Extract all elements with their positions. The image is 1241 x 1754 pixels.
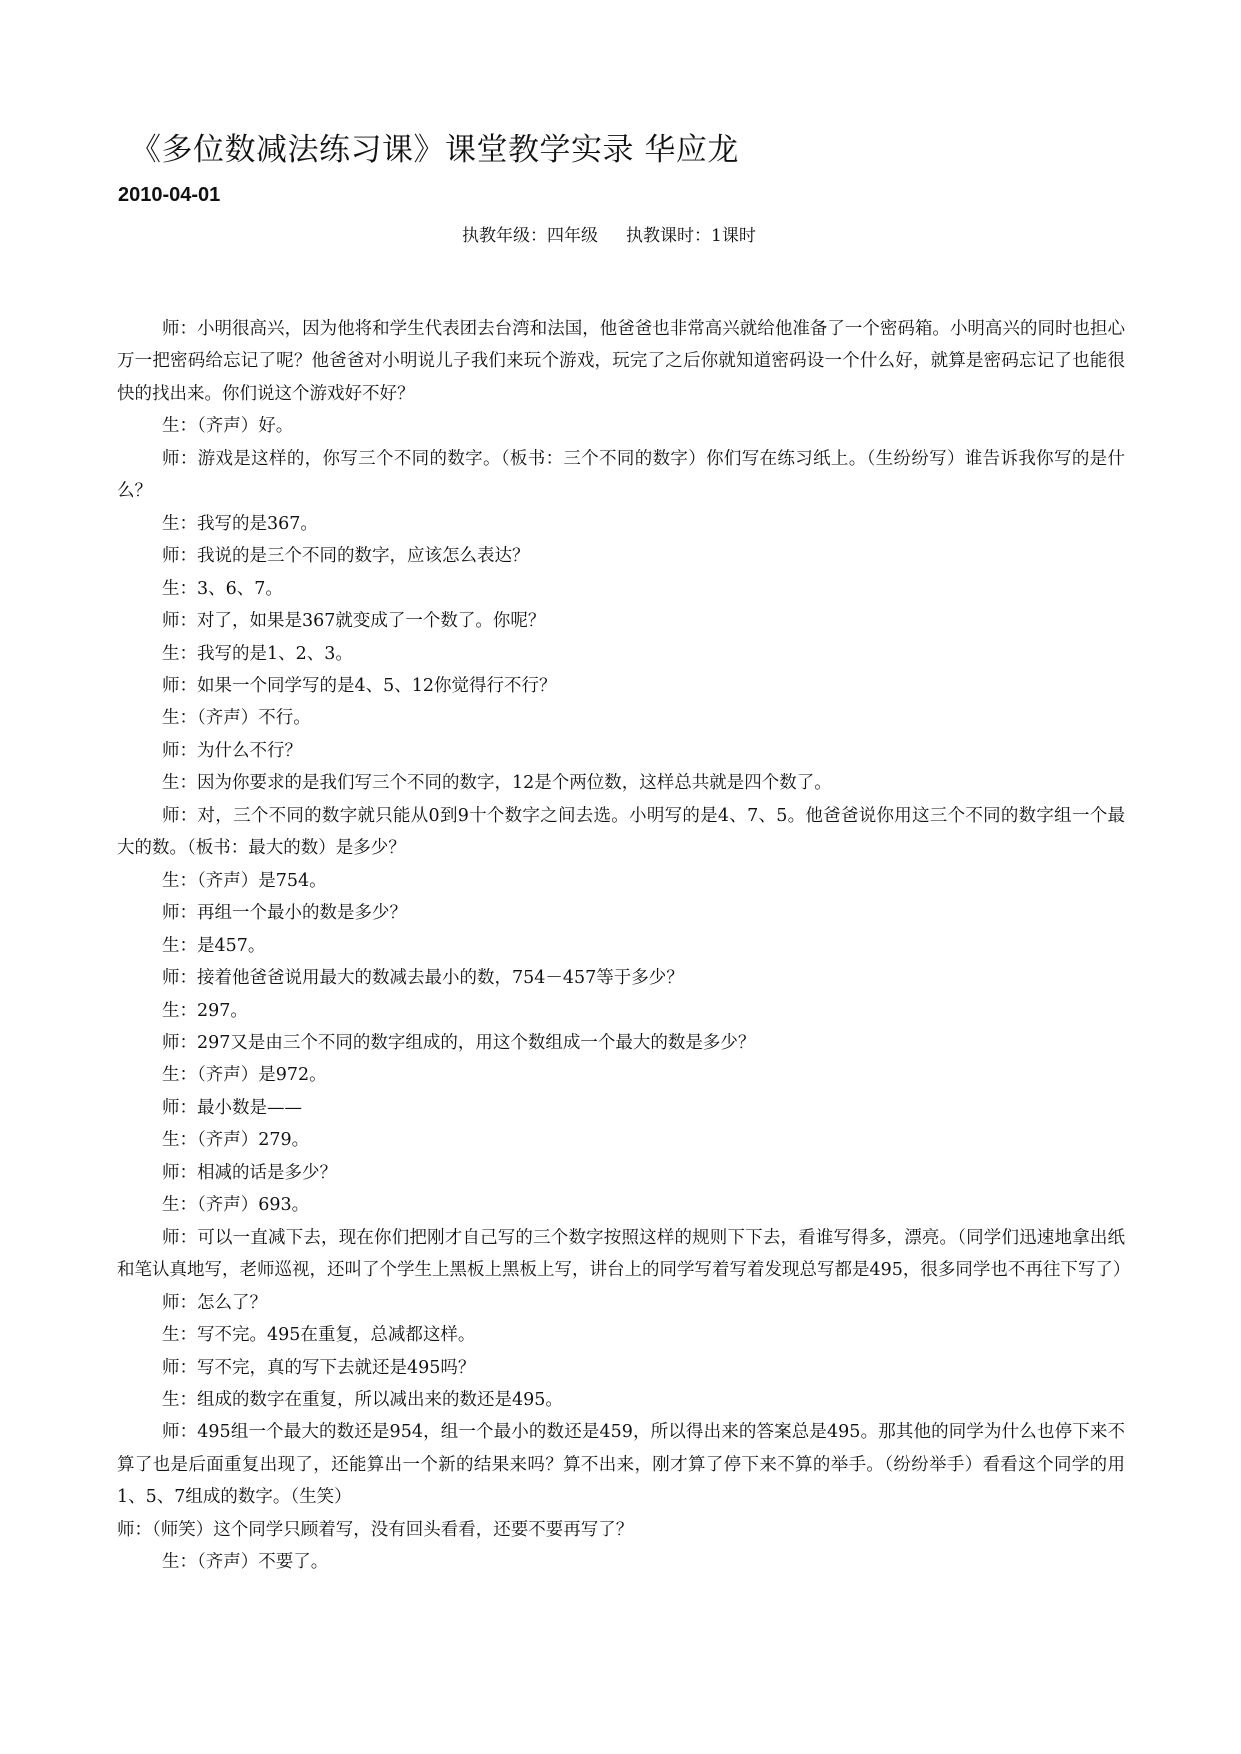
paragraph: 师：297又是由三个不同的数字组成的，用这个数组成一个最大的数是多少？	[162, 1032, 756, 1053]
paragraph: 师：游戏是这样的，你写三个不同的数字。（板书：三个不同的数字）你们写在练习纸上。（生纷纷写）谁告诉我你写的是什么？	[117, 448, 1125, 502]
paragraph: 师：（师笑）这个同学只顾着写，没有回头看看，还要不要再写了？	[117, 1519, 634, 1540]
paragraph: 生：（齐声）不要了。	[162, 1552, 329, 1573]
paragraph: 师：小明很高兴，因为他将和学生代表团去台湾和法国，他爸爸也非常高兴就给他准备了一个密码箱。小明高兴的同时也担心万一把密码给忘记了呢？他爸爸对小明说儿子我们来玩个游戏，玩完了之后你就知道密码设一个什么好，就算是密码忘记了也能很快的找出来。你们说这个游戏好不好？	[117, 319, 1125, 404]
teaching-grade: 执教年级：四年级	[462, 226, 598, 246]
paragraph: 生：是457。	[162, 935, 266, 956]
paragraph: 生：（齐声）693。	[162, 1195, 310, 1216]
paragraph: 师：怎么了？	[162, 1292, 267, 1313]
paragraph: 生：因为你要求的是我们写三个不同的数字，12是个两位数，这样总共就是四个数了。	[162, 773, 832, 794]
teaching-hours: 执教课时：1课时	[626, 226, 756, 246]
paragraph: 生：（齐声）是754。	[162, 870, 327, 891]
paragraph: 生：297。	[162, 1000, 248, 1021]
paragraph: 生：3、6、7。	[162, 578, 283, 599]
paragraph: 师：对，三个不同的数字就只能从0到9十个数字之间去选。小明写的是4、7、5。他爸爸说你用这三个不同的数字组一个最大的数。（板书：最大的数）是多少？	[117, 805, 1125, 859]
paragraph: 生：我写的是367。	[162, 513, 318, 534]
paragraph: 生：（齐声）好。	[162, 416, 294, 437]
paragraph: 师：相减的话是多少？	[162, 1162, 337, 1183]
paragraph: 师：对了，如果是367就变成了一个数了。你呢？	[162, 611, 546, 632]
paragraph: 生：（齐声）279。	[162, 1130, 310, 1151]
paragraph: 师：再组一个最小的数是多少？	[162, 903, 407, 924]
paragraph: 生：（齐声）不行。	[162, 708, 311, 729]
paragraph: 师：写不完，真的写下去就还是495吗？	[162, 1357, 476, 1378]
paragraph: 师：我说的是三个不同的数字，应该怎么表达？	[162, 546, 530, 567]
paragraph: 生：组成的数字在重复，所以减出来的数还是495。	[162, 1389, 563, 1410]
paragraph: 生：写不完。495在重复，总减都这样。	[162, 1325, 476, 1346]
document-title: 《多位数减法练习课》课堂教学实录 华应龙	[130, 132, 739, 168]
paragraph: 师：最小数是——	[162, 1097, 302, 1118]
paragraph: 生：我写的是1、2、3。	[162, 643, 353, 664]
transcript-body	[117, 313, 1131, 1579]
paragraph: 生：（齐声）是972。	[162, 1065, 327, 1086]
paragraph: 师：如果一个同学写的是4、5、12你觉得行不行？	[162, 675, 557, 696]
paragraph: 师：495组一个最大的数还是954，组一个最小的数还是459，所以得出来的答案总是495。那其他的同学为什么也停下来不算了也是后面重复出现了，还能算出一个新的结果来吗？算不出来，刚才算了停下来不算的举手。（纷纷举手）看看这个同学的用1、5、7组成的数字。（生笑）	[117, 1422, 1125, 1508]
paragraph: 师：可以一直减下去，现在你们把刚才自己写的三个数字按照这样的规则下下去，看谁写得多，漂亮。（同学们迅速地拿出纸和笔认真地写，老师巡视，还叫了个学生上黑板上黑板上写，讲台上的同学写着写着发现总写都是495，很多同学也不再往下写了）	[117, 1227, 1131, 1281]
publish-date: 2010-04-01	[118, 184, 221, 206]
paragraph: 师：接着他爸爸说用最大的数减去最小的数，754－457等于多少？	[162, 968, 684, 989]
paragraph: 师：为什么不行？	[162, 740, 302, 761]
lesson-meta	[462, 221, 756, 246]
